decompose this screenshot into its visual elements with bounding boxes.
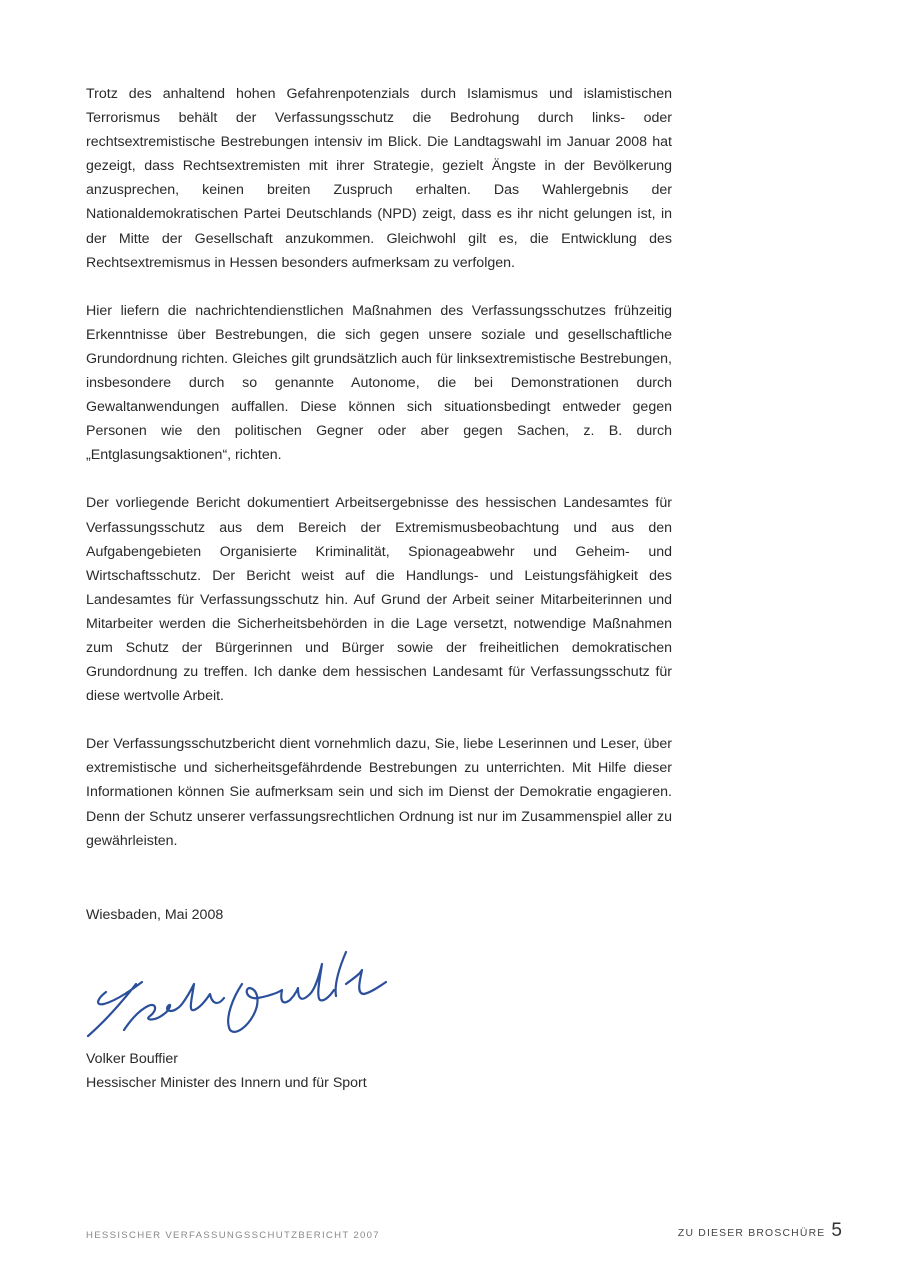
signer-name: Volker Bouffier [86, 1051, 179, 1067]
body-text [86, 82, 672, 877]
signer-title: Hessischer Minister des Innern und für Sport [86, 1075, 367, 1092]
paragraph-3: Der vorliegende Bericht dokumentiert Arbeitsergebnisse des hessischen Landesamtes für Verfassungsschutz aus dem Bereich der Extremismusbeobachtung und aus den Aufgabengebieten Organisierte Kriminalität, Spionageabwehr und Geheim- und Wirtschaftsschutz. Der Bericht weist auf die Handlungs- und Leistungsfähigkeit des Landesamtes für Verfassungsschutz hin. Auf Grund der Arbeit seiner Mitarbeiterinnen und Mitarbeiter werden die Sicherheitsbehörden in die Lage versetzt, notwendige Maßnahmen zum Schutz der Bürgerinnen und Bürger sowie der freiheitlichen demokratischen Grundordnung zu treffen. Ich danke dem hessischen Landesamt für Verfassungsschutz für diese wertvolle Arbeit. [86, 495, 672, 705]
paragraph-4: Der Verfassungsschutzbericht dient vornehmlich dazu, Sie, liebe Leserinnen und Leser, über extremistische und sicherheitsgefährdende Bestrebungen zu unterrichten. Mit Hilfe dieser Informationen können Sie aufmerksam sein und sich im Dienst der Demokratie engagieren. Denn der Schutz unserer verfassungsrechtlichen Ordnung ist nur im Zusammenspiel aller zu gewährleisten. [86, 736, 672, 849]
page-number: 5 [831, 1220, 842, 1241]
paragraph-1: Trotz des anhaltend hohen Gefahrenpotenzials durch Islamismus und islamistischen Terrorismus behält der Verfassungsschutz die Bedrohung durch links- oder rechtsextremistische Bestrebungen intensiv im Blick. Die Landtagswahl im Januar 2008 hat gezeigt, dass Rechtsextremisten mit ihrer Strategie, gezielt Ängste in der Bevölkerung anzusprechen, keinen breiten Zuspruch erhalten. Das Wahlergebnis der Nationaldemokratischen Partei Deutschlands (NPD) zeigt, dass es ihr nicht gelungen ist, in der Mitte der Gesellschaft anzukommen. Gleichwohl gilt es, die Entwicklung des Rechtsextremismus in Hessen besonders aufmerksam zu verfolgen. [86, 86, 672, 271]
signer-block [86, 1047, 367, 1095]
section-title: ZU DIESER BROSCHÜRE [677, 1228, 826, 1239]
publication-title: HESSISCHER VERFASSUNGSSCHUTZBERICHT 2007 [86, 1230, 380, 1241]
paragraph-2: Hier liefern die nachrichtendienstlichen Maßnahmen des Verfassungsschutzes frühzeitig Erkenntnisse über Bestrebungen, die sich gegen unsere soziale und gesellschaftliche Grundordnung richten. Gleiches gilt grundsätzlich auch für linksextremistische Bestrebungen, insbesondere durch so genannte Autonome, die bei Demonstrationen durch Gewaltanwendungen auffallen. Diese können sich situationsbedingt entweder gegen Personen wie den politischen Gegner oder aber gegen Sachen, z. B. durch „Entglasungsaktionen“, richten. [86, 302, 672, 464]
signature-image [84, 944, 394, 1042]
place-date: Wiesbaden, Mai 2008 [86, 907, 224, 923]
page-footer-right [678, 1220, 842, 1242]
